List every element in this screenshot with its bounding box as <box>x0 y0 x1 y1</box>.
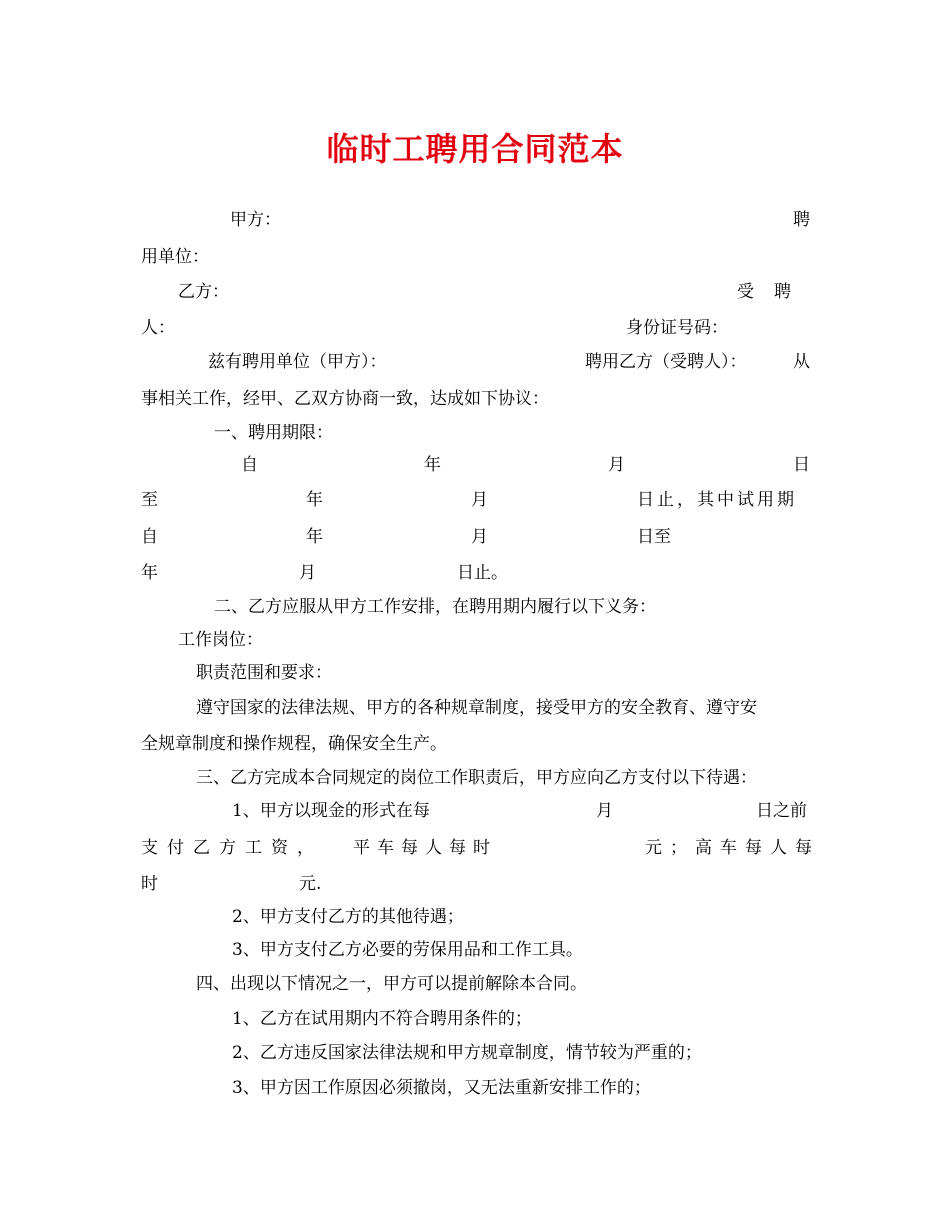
pay-flat-car-rate: 平车每人每时 <box>353 838 497 858</box>
pay-salary-label: 支付乙方工资， <box>141 838 323 858</box>
term-row2-to: 至 <box>141 490 158 510</box>
pay-hour-label: 时 <box>141 874 158 894</box>
work-post-label: 工作岗位： <box>178 630 263 650</box>
term-row3-from: 自 <box>141 527 158 547</box>
section4-heading: 四、出现以下情况之一，甲方可以提前解除本合同。 <box>196 974 587 994</box>
term-row1-from: 自 <box>241 455 258 475</box>
pay-item1-day-before: 日之前 <box>756 801 807 821</box>
party-a-unit-rest: 用单位： <box>141 247 209 267</box>
term-row2-day-probation: 日止，其中试用期 <box>637 490 797 510</box>
obligations-line1: 遵守国家的法律法规、甲方的各种规章制度，接受甲方的安全教育、遵守安 <box>196 698 757 718</box>
id-number-label: 身份证号码： <box>626 318 728 338</box>
document-title: 临时工聘用合同范本 <box>326 130 624 168</box>
termination-item3: 3、甲方因工作原因必须撤岗，又无法重新安排工作的； <box>232 1078 651 1098</box>
intro-employer: 兹有聘用单位（甲方）： <box>208 352 387 372</box>
party-a-label: 甲方： <box>230 210 281 230</box>
section2-heading: 二、乙方应服从甲方工作安排，在聘用期内履行以下义务： <box>214 597 656 617</box>
section3-heading: 三、乙方完成本合同规定的岗位工作职责后，甲方应向乙方支付以下待遇： <box>196 768 757 788</box>
term-row1-year: 年 <box>424 455 441 475</box>
duties-label: 职责范围和要求： <box>196 663 332 683</box>
term-row4-month: 月 <box>299 563 316 583</box>
pay-yuan-label: 元. <box>299 874 322 894</box>
pay-item1-month: 月 <box>596 801 613 821</box>
term-row3-month: 月 <box>471 527 488 547</box>
intro-from: 从 <box>793 352 810 372</box>
term-row1-month: 月 <box>608 455 625 475</box>
party-b-label: 乙方： <box>178 282 229 302</box>
pay-high-car-rate: 元；高车每人每 <box>645 838 820 858</box>
pay-item1-part-a: 1、甲方以现金的形式在每 <box>232 801 430 821</box>
party-a-unit-prefix: 聘 <box>793 210 810 230</box>
term-row2-month: 月 <box>471 490 488 510</box>
term-row4-year: 年 <box>141 563 158 583</box>
party-b-role-a: 受 <box>737 282 754 302</box>
party-b-role-b: 聘 <box>774 282 791 302</box>
termination-item2: 2、乙方违反国家法律法规和甲方规章制度，情节较为严重的； <box>232 1043 702 1063</box>
term-row2-year: 年 <box>306 490 323 510</box>
termination-item1: 1、乙方在试用期内不符合聘用条件的； <box>232 1009 532 1029</box>
term-row3-year: 年 <box>306 527 323 547</box>
term-row3-day-to: 日至 <box>637 527 671 547</box>
pay-item2: 2、甲方支付乙方的其他待遇； <box>232 907 464 927</box>
intro-employee: 聘用乙方（受聘人）： <box>585 352 747 372</box>
section1-heading: 一、聘用期限： <box>214 423 333 443</box>
pay-item3: 3、甲方支付乙方必要的劳保用品和工作工具。 <box>232 940 583 960</box>
intro-agreement: 事相关工作，经甲、乙双方协商一致，达成如下协议： <box>141 389 549 409</box>
party-b-role-rest: 人： <box>141 318 175 338</box>
term-row1-day: 日 <box>793 455 810 475</box>
obligations-line2: 全规章制度和操作规程，确保安全生产。 <box>141 734 447 754</box>
term-row4-day-end: 日止。 <box>457 563 508 583</box>
